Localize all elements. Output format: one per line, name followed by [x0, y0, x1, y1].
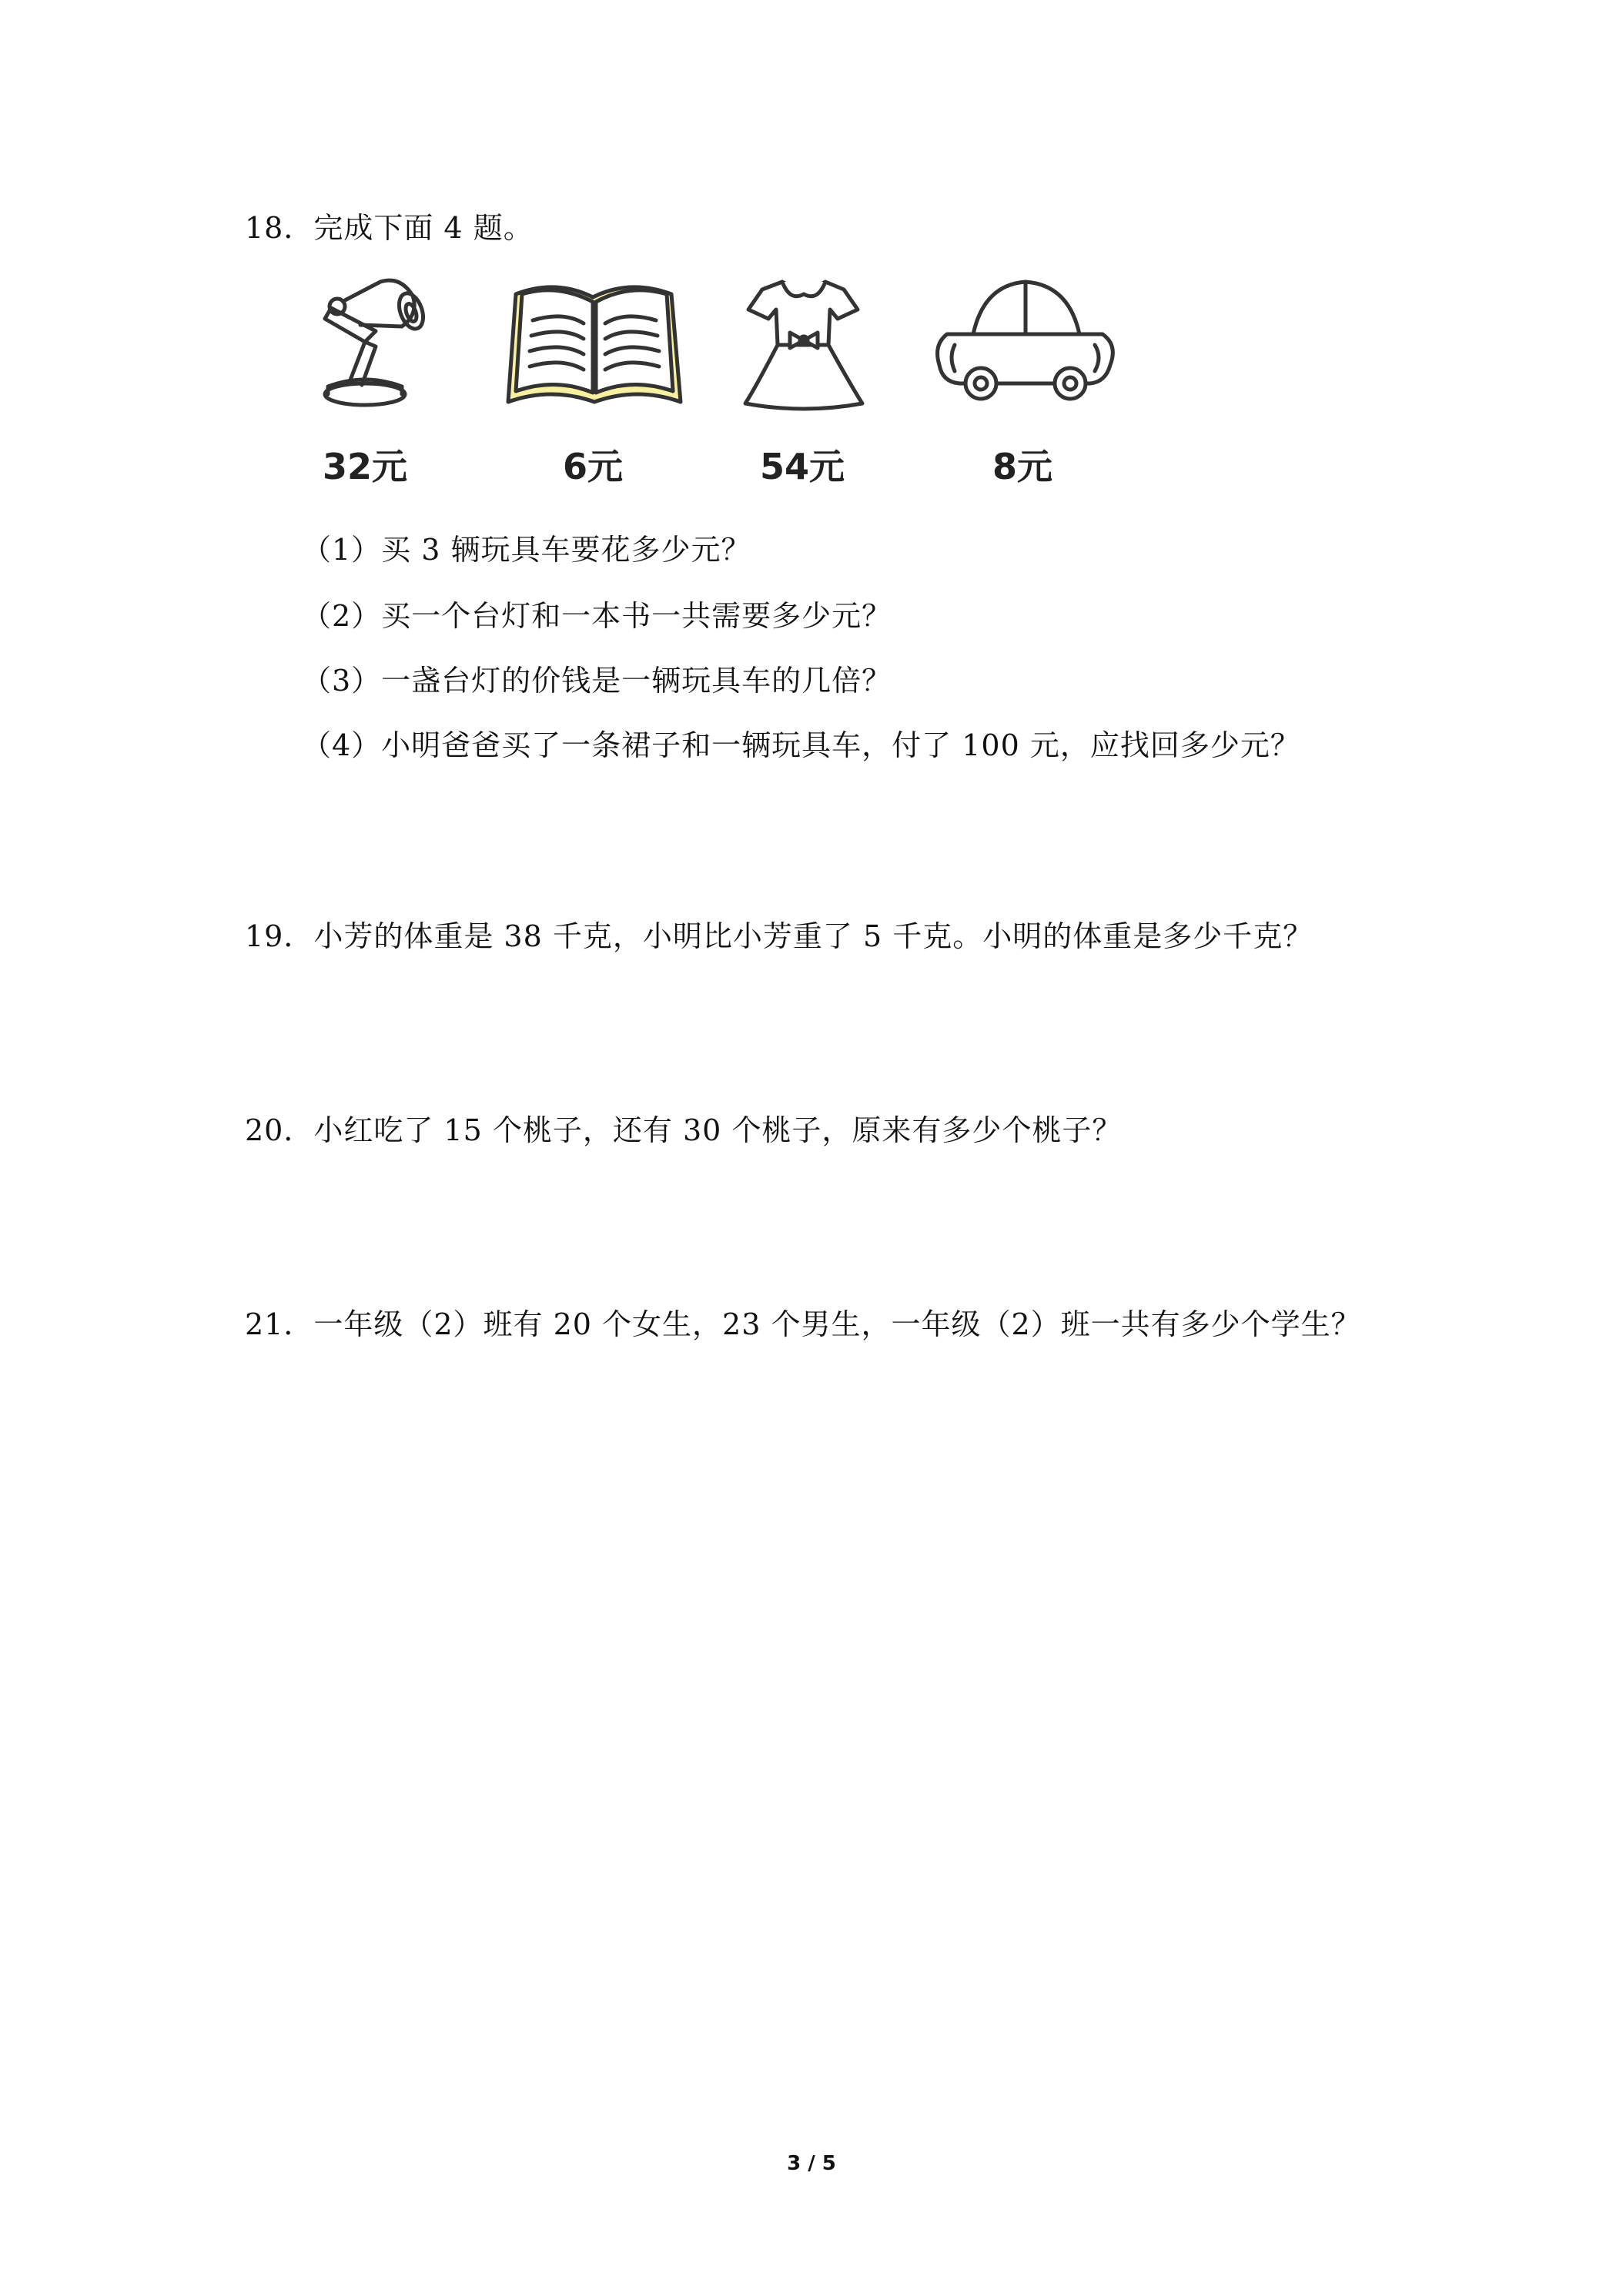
lamp-icon [311, 271, 465, 440]
question-18-sub-4: （4）小明爸爸买了一条裙子和一辆玩具车，付了 100 元，应找回多少元？ [302, 728, 1300, 762]
question-18-sub-3: （3）一盏台灯的价钱是一辆玩具车的几倍？ [302, 664, 892, 698]
question-19: 19．小芳的体重是 38 千克，小明比小芳重了 5 千克。小明的体重是多少千克？ [245, 919, 1313, 953]
book-icon [502, 271, 687, 417]
question-21: 21．一年级（2）班有 20 个女生，23 个男生，一年级（2）班一共有多少个学生？ [245, 1307, 1361, 1341]
question-20: 20．小红吃了 15 个桃子，还有 30 个桃子，原来有多少个桃子？ [245, 1113, 1123, 1147]
dress-icon [735, 271, 873, 425]
lamp-price: 32元 [322, 446, 407, 487]
page-number: 3 / 5 [787, 2152, 836, 2175]
book-price: 6元 [562, 446, 623, 487]
car-icon [929, 271, 1121, 417]
book-item [502, 271, 702, 502]
car-price: 8元 [992, 446, 1052, 487]
question-18-sub-1: （1）买 3 辆玩具车要花多少元？ [302, 533, 751, 567]
question-18-title: 18．完成下面 4 题。 [245, 211, 534, 245]
lamp-item [311, 271, 511, 502]
dress-item [735, 271, 935, 502]
question-18-sub-2: （2）买一个台灯和一本书一共需要多少元？ [302, 599, 892, 633]
dress-price: 54元 [759, 446, 845, 487]
car-item [929, 271, 1129, 502]
